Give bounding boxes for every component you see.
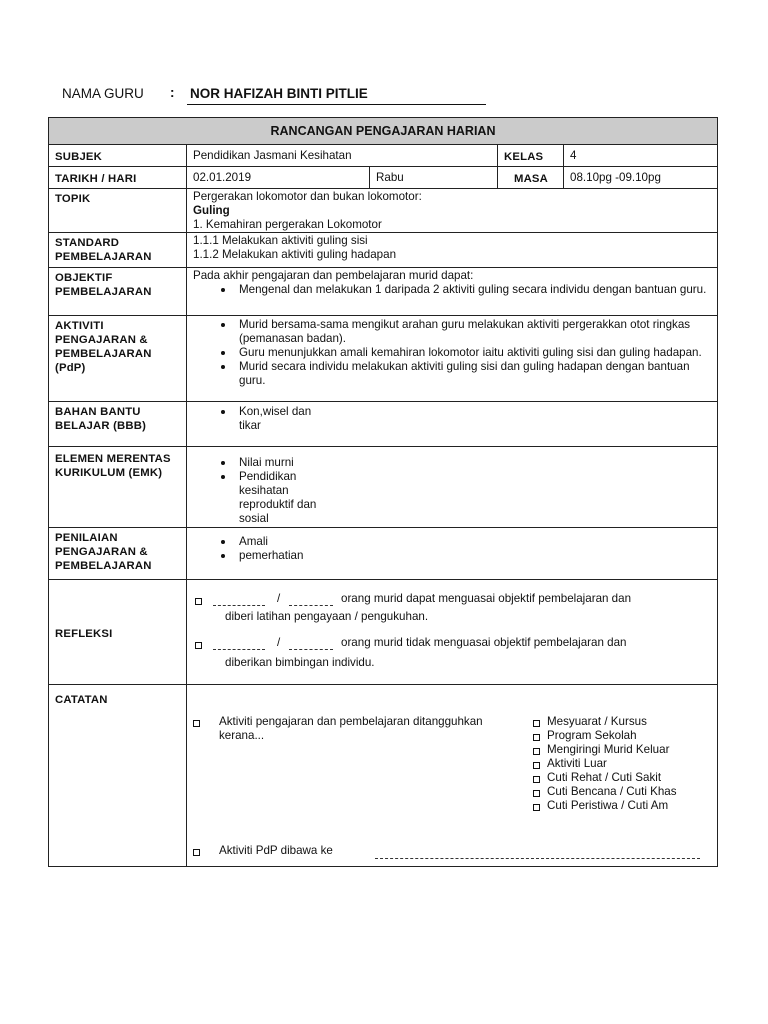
- catatan-label: CATATAN: [49, 685, 187, 867]
- list-item: Pendidikan kesihatan reproduktif dan sosial: [193, 470, 318, 526]
- day-value: Rabu: [370, 167, 498, 189]
- checkbox-icon[interactable]: [533, 720, 540, 727]
- bahan-label: BAHAN BANTU BELAJAR (BBB): [49, 402, 187, 447]
- subjek-value: Pendidikan Jasmani Kesihatan: [187, 145, 498, 167]
- topik-line1: Pergerakan lokomotor dan bukan lokomotor:: [193, 190, 422, 203]
- refleksi-value: [187, 580, 718, 685]
- reason-label: Cuti Peristiwa / Cuti Am: [547, 799, 669, 812]
- refleksi-text-2: orang murid tidak menguasai objektif pembelajaran dan: [341, 636, 627, 649]
- penilaian-label: PENILAIAN PENGAJARAN & PEMBELAJARAN: [49, 528, 187, 580]
- catatan-body: [187, 685, 717, 865]
- subjek-label: SUBJEK: [49, 145, 187, 167]
- standard-line1: 1.1.1 Melakukan aktiviti guling sisi: [193, 234, 368, 247]
- kelas-label: KELAS: [498, 145, 564, 167]
- masa-label: MASA: [498, 167, 564, 189]
- bahan-list: [193, 405, 323, 433]
- blank-field[interactable]: [289, 648, 333, 650]
- checkbox-icon[interactable]: [193, 849, 200, 856]
- refleksi-text-1: orang murid dapat menguasai objektif pembelajaran dan: [341, 592, 632, 605]
- blank-field[interactable]: [213, 604, 265, 606]
- reason-item[interactable]: [533, 799, 689, 813]
- checkbox-icon[interactable]: [195, 642, 202, 649]
- penilaian-list: [193, 535, 712, 563]
- reason-label: Mengiringi Murid Keluar: [547, 743, 670, 756]
- postponed-text: Aktiviti pengajaran dan pembelajaran ditangguhkan kerana...: [219, 715, 483, 742]
- reason-label: Aktiviti Luar: [547, 757, 607, 770]
- aktiviti-value: [187, 316, 718, 402]
- elemen-value: [187, 447, 718, 528]
- reason-label: Cuti Rehat / Cuti Sakit: [547, 771, 662, 784]
- objektif-list: [193, 283, 712, 297]
- teacher-header: [62, 84, 492, 106]
- date-value: 02.01.2019: [187, 167, 370, 189]
- teacher-name: NOR HAFIZAH BINTI PITLIE: [187, 84, 486, 105]
- standard-label: STANDARD PEMBELAJARAN: [49, 233, 187, 268]
- reason-item[interactable]: [533, 715, 689, 729]
- carried-text: Aktiviti PdP dibawa ke: [219, 844, 333, 857]
- kelas-value: 4: [564, 145, 718, 167]
- teacher-label: NAMA GURU: [62, 86, 144, 101]
- checkbox-icon[interactable]: [533, 790, 540, 797]
- list-item: Mengenal dan melakukan 1 daripada 2 aktiviti guling secara individu dengan bantuan guru.: [193, 283, 712, 297]
- standard-value: [187, 233, 718, 268]
- checkbox-icon[interactable]: [533, 734, 540, 741]
- list-item: Amali: [193, 535, 712, 549]
- elemen-label: ELEMEN MERENTAS KURIKULUM (EMK): [49, 447, 187, 528]
- lesson-plan-table: [48, 117, 718, 867]
- reason-label: Mesyuarat / Kursus: [547, 715, 647, 728]
- slash-text: /: [277, 592, 281, 605]
- aktiviti-list: [193, 318, 712, 388]
- refleksi-line-2: [193, 636, 712, 654]
- topik-label: TOPIK: [49, 189, 187, 233]
- reason-item[interactable]: [533, 771, 689, 785]
- topik-line2: Guling: [193, 204, 230, 217]
- reason-item[interactable]: [533, 785, 689, 799]
- list-item: Nilai murni: [193, 456, 318, 470]
- aktiviti-label: AKTIVITI PENGAJARAN & PEMBELAJARAN (PdP): [49, 316, 187, 402]
- reason-label: Program Sekolah: [547, 729, 637, 742]
- topik-line3: 1. Kemahiran pergerakan Lokomotor: [193, 218, 382, 231]
- standard-line2: 1.1.2 Melakukan aktiviti guling hadapan: [193, 248, 397, 261]
- checkbox-icon[interactable]: [533, 804, 540, 811]
- refleksi-cont-1: diberi latihan pengayaan / pengukuhan.: [225, 610, 429, 623]
- slash-text: /: [277, 636, 281, 649]
- reason-label: Cuti Bencana / Cuti Khas: [547, 785, 677, 798]
- penilaian-value: [187, 528, 718, 580]
- checkbox-icon[interactable]: [193, 720, 200, 727]
- masa-value: 08.10pg -09.10pg: [564, 167, 718, 189]
- reason-list: [533, 715, 689, 813]
- list-item: Kon,wisel dan tikar: [193, 405, 323, 433]
- table-title: RANCANGAN PENGAJARAN HARIAN: [49, 118, 718, 145]
- header-colon: :: [170, 85, 175, 100]
- tarikh-label: TARIKH / HARI: [49, 167, 187, 189]
- elemen-list: [193, 456, 318, 526]
- postponed-option: [193, 715, 523, 743]
- bahan-value: [187, 402, 718, 447]
- refleksi-label: REFLEKSI: [49, 580, 187, 685]
- checkbox-icon[interactable]: [533, 748, 540, 755]
- reason-item[interactable]: [533, 729, 689, 743]
- checkbox-icon[interactable]: [533, 776, 540, 783]
- blank-field[interactable]: [213, 648, 265, 650]
- checkbox-icon[interactable]: [533, 762, 540, 769]
- objektif-label: OBJEKTIF PEMBELAJARAN: [49, 268, 187, 316]
- carried-option: [193, 844, 713, 858]
- list-item: Guru menunjukkan amali kemahiran lokomotor iaitu aktiviti guling sisi dan guling hadapan.: [193, 346, 712, 360]
- topik-value: [187, 189, 718, 233]
- catatan-value: [187, 685, 718, 867]
- reason-item[interactable]: [533, 743, 689, 757]
- blank-field[interactable]: [375, 857, 700, 859]
- checkbox-icon[interactable]: [195, 598, 202, 605]
- refleksi-line-1: [193, 592, 712, 610]
- list-item: Murid secara individu melakukan aktiviti guling sisi dan guling hadapan dengan bantuan guru.: [193, 360, 712, 388]
- refleksi-cont-2: diberikan bimbingan individu.: [225, 656, 375, 669]
- list-item: pemerhatian: [193, 549, 712, 563]
- objektif-intro: Pada akhir pengajaran dan pembelajaran murid dapat:: [193, 269, 474, 282]
- blank-field[interactable]: [289, 604, 333, 606]
- objektif-value: [187, 268, 718, 316]
- list-item: Murid bersama-sama mengikut arahan guru melakukan aktiviti pergerakkan otot ringkas (pemanasan badan).: [193, 318, 712, 346]
- reason-item[interactable]: [533, 757, 689, 771]
